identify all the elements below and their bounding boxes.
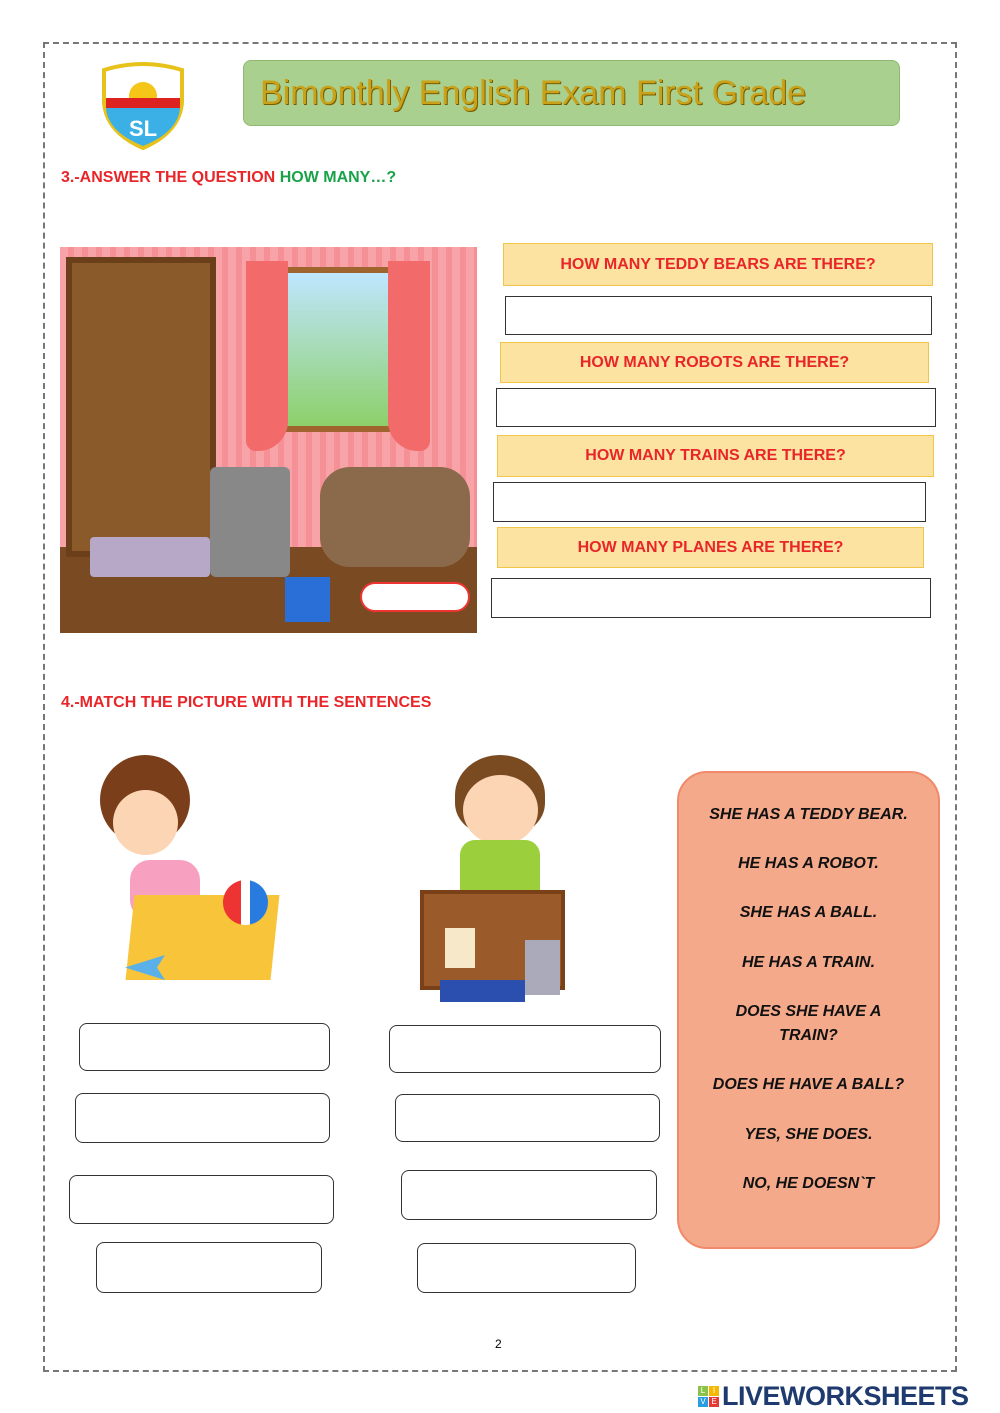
liveworksheets-logo[interactable] — [698, 1381, 969, 1412]
question-trains: HOW MANY TRAINS ARE THERE? — [497, 435, 934, 477]
question-planes: HOW MANY PLANES ARE THERE? — [497, 527, 924, 568]
sentence[interactable]: HE HAS A TRAIN. — [741, 954, 876, 971]
sentence[interactable]: DOES HE HAVE A BALL? — [712, 1076, 905, 1093]
page-number: 2 — [495, 1337, 502, 1351]
sentence[interactable]: HE HAS A ROBOT. — [738, 855, 879, 872]
answer-input-trains[interactable] — [493, 482, 926, 522]
school-logo — [100, 62, 186, 150]
answer-input-planes[interactable] — [491, 578, 931, 618]
svg-text:SL: SL — [128, 116, 158, 141]
section3-heading — [61, 169, 396, 187]
icon-letter: L — [698, 1386, 708, 1396]
toy-room-picture — [60, 247, 477, 633]
girl-answer-box-4[interactable] — [96, 1242, 322, 1293]
sentence[interactable]: SHE HAS A TEDDY BEAR. — [709, 806, 908, 823]
girl-with-toys-picture — [85, 750, 300, 1005]
section4-heading: 4.-MATCH THE PICTURE WITH THE SENTENCES — [61, 694, 432, 711]
answer-input-robots[interactable] — [496, 388, 936, 427]
sentence[interactable]: DOES SHE HAVE A TRAIN? — [735, 1003, 882, 1044]
girl-answer-box-1[interactable] — [79, 1023, 330, 1071]
sentence[interactable]: NO, HE DOESN`T — [742, 1175, 875, 1192]
icon-letter: V — [698, 1397, 708, 1407]
boy-answer-box-2[interactable] — [395, 1094, 660, 1142]
boy-answer-box-3[interactable] — [401, 1170, 657, 1220]
heading-red: 3.-ANSWER THE QUESTION — [61, 169, 276, 186]
icon-letter: I — [709, 1386, 719, 1396]
boy-answer-box-1[interactable] — [389, 1025, 661, 1073]
answer-input-teddy-bears[interactable] — [505, 296, 932, 335]
exam-title-banner — [243, 60, 900, 126]
sentence[interactable]: YES, SHE DOES. — [744, 1126, 873, 1143]
boy-answer-box-4[interactable] — [417, 1243, 636, 1293]
question-robots: HOW MANY ROBOTS ARE THERE? — [500, 342, 929, 383]
girl-answer-box-2[interactable] — [75, 1093, 330, 1143]
question-teddy-bears: HOW MANY TEDDY BEARS ARE THERE? — [503, 243, 933, 286]
live-icon — [698, 1386, 719, 1407]
sentence[interactable]: SHE HAS A BALL. — [739, 904, 878, 921]
icon-letter: E — [709, 1397, 719, 1407]
heading-green: HOW MANY…? — [279, 169, 397, 186]
girl-answer-box-3[interactable] — [69, 1175, 334, 1224]
sentence-bank — [677, 771, 940, 1249]
boy-with-toys-picture — [415, 750, 585, 1015]
brand-name: LIVEWORKSHEETS — [722, 1381, 969, 1411]
exam-title: Bimonthly English Exam First Grade — [260, 73, 807, 112]
